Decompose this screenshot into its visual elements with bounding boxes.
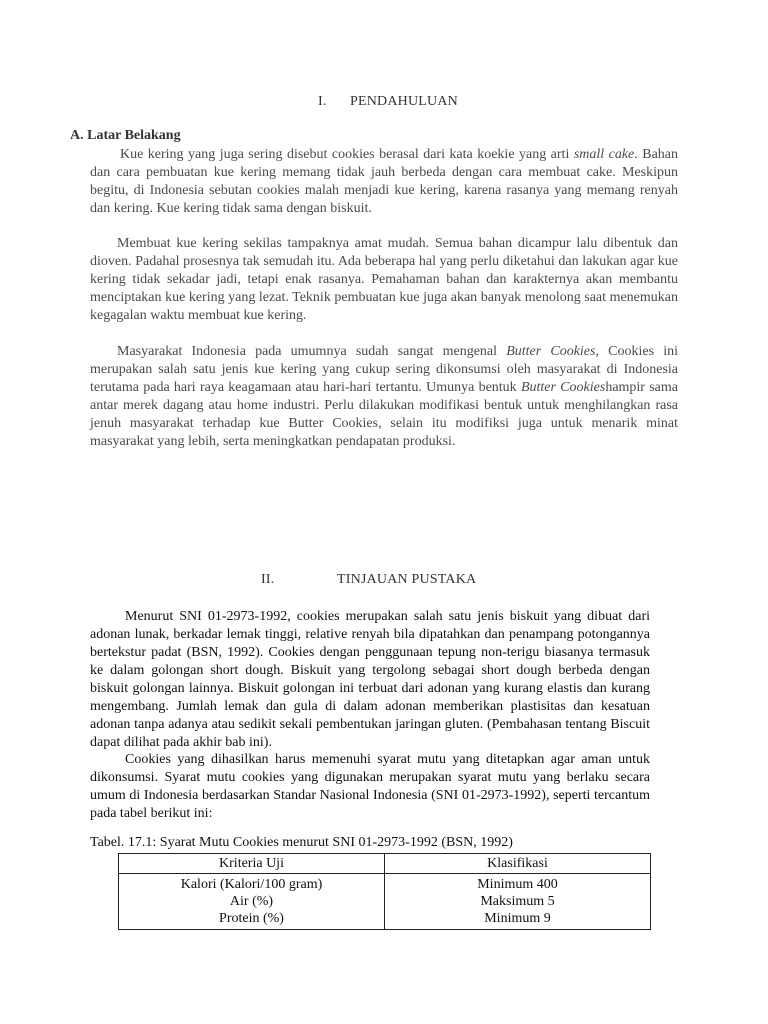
- subheading-latar-belakang: A. Latar Belakang: [70, 128, 181, 143]
- syarat-mutu-table: [118, 853, 651, 930]
- table-cell: Minimum 9: [385, 910, 651, 930]
- paragraph-membuat-kue-kering: Membuat kue kering sekilas tampaknya amat mudah. Semua bahan dicampur lalu dibentuk dan dioven. Padahal prosesnya tak semudah itu. Ada beberapa hal yang perlu diketahui dan lakukan agar kue kering tidak sekadar jadi, tetapi enak rasanya. Pemahaman bahan dan karakternya akan membantu menciptakan kue kering yang lezat. Teknik pembuatan kue juga akan banyak menolong saat menemukan kegagalan waktu membuat kue kering.: [90, 236, 678, 323]
- table-cell: Air (%): [119, 893, 385, 910]
- paragraph-text: Kue kering yang juga sering disebut cookies berasal dari kata koekie yang arti: [120, 147, 574, 162]
- paragraph-text: , Cookies ini merupakan salah satu jenis kue kering yang cukup sering dikonsumsi oleh masyarakat di Indonesia terutama pada hari raya keagamaan atau hari-hari tertantu. Umunya bentuk: [90, 344, 678, 395]
- italic-term: Butter Cookies: [520, 380, 606, 395]
- table-cell: Minimum 400: [385, 874, 651, 894]
- column-header-klasifikasi: Klasifikasi: [385, 854, 651, 874]
- paragraph-text: . Bahan dan cara pembuatan kue kering memang tidak jauh berbeda dengan cara membuat cake. Meskipun begitu, di Indonesia sebutan cookies malah menjadi kue kering, karena rasanya yang memang renyah dan kering. Kue kering tidak sama dengan biskuit.: [90, 147, 678, 216]
- column-header-kriteria: Kriteria Uji: [119, 854, 385, 874]
- table-header-row: [119, 854, 651, 874]
- table-cell: Kalori (Kalori/100 gram): [119, 874, 385, 894]
- section-heading-pendahuluan: [318, 94, 458, 110]
- section-title: TINJAUAN PUSTAKA: [337, 572, 477, 587]
- table-row: [119, 893, 651, 910]
- table-cell: Maksimum 5: [385, 893, 651, 910]
- section-number: II.: [261, 572, 275, 587]
- section-heading-tinjauan-pustaka: [261, 572, 476, 588]
- table-row: [119, 874, 651, 894]
- table-caption: Tabel. 17.1: Syarat Mutu Cookies menurut SNI 01-2973-1992 (BSN, 1992): [90, 835, 513, 850]
- paragraph-text: hampir sama antar merek dagang atau home industri. Perlu dilakukan modifikasi bentuk untuk menghilangkan rasa jenuh masyarakat terhadap kue Butter Cookies, selain itu modifiksi juga untuk menarik minat masyarakat yang lebih, serta meningkatkan pendapatan produksi.: [90, 380, 678, 449]
- italic-term: Butter Cookies: [506, 344, 596, 359]
- paragraph-menurut-sni: Menurut SNI 01-2973-1992, cookies merupakan salah satu jenis biskuit yang dibuat dari adonan lunak, berkadar lemak tinggi, relative renyah bila dipatahkan dan penampang potongannya bertekstur padat (BSN, 1992). Cookies dengan penggunaan tepung non-terigu biasanya termasuk ke dalam golongan short dough. Biskuit yang tergolong sebagai short dough berbeda dengan biskuit golongan lainnya. Biskuit golongan ini terbuat dari adonan yang kurang elastis dan kurang mengembang. Jumlah lemak dan gula di dalam adonan memberikan plastisitas dan kesatuan adonan tanpa adanya atau sedikit sekali pembentukan jaringan gluten. (Pembahasan tentang Biscuit dapat dilihat pada akhir bab ini).: [90, 609, 650, 750]
- table-cell: Protein (%): [119, 910, 385, 930]
- paragraph-syarat-mutu: Cookies yang dihasilkan harus memenuhi syarat mutu yang ditetapkan agar aman untuk dikonsumsi. Syarat mutu cookies yang digunakan merupakan syarat mutu yang berlaku secara umum di Indonesia berdasarkan Standar Nasional Indonesia (SNI 01-2973-1992), seperti tercantum pada tabel berikut ini:: [90, 752, 650, 821]
- section-title: PENDAHULUAN: [350, 94, 458, 109]
- paragraph-butter-cookies: [90, 343, 678, 451]
- table-row: [119, 910, 651, 930]
- paragraph-text: Masyarakat Indonesia pada umumnya sudah sangat mengenal: [117, 344, 507, 359]
- paragraph-kue-kering-intro: [90, 146, 678, 218]
- italic-term: small cake: [573, 147, 635, 162]
- section-number: I.: [318, 94, 327, 109]
